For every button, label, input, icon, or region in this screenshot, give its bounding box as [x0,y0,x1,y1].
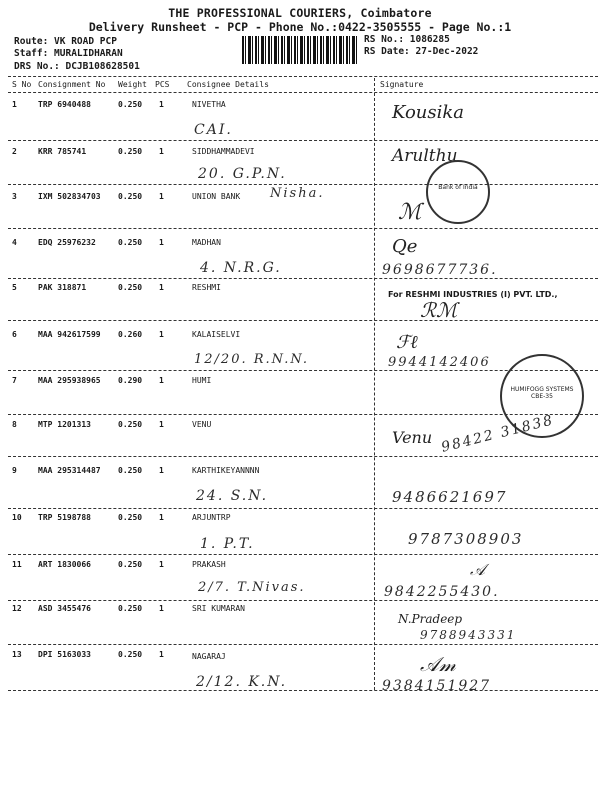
row-10-pcs: 1 [159,513,164,522]
row-5-consignee: RESHMI [192,283,221,292]
row-11-signature: 9842255430. [384,584,500,600]
row-9-pcs: 1 [159,466,164,475]
row-8-weight: 0.250 [118,420,143,429]
row-12-signature: N.Pradeep [398,612,463,626]
row-4-signature-mark: Qe [392,236,418,257]
row-11-weight: 0.250 [118,560,143,569]
signature-column-divider [374,78,375,690]
row-divider [8,140,598,141]
row-divider [8,644,598,645]
row-3-pcs: 1 [159,192,164,201]
col-header-sno: S No [12,80,32,89]
row-divider [8,184,598,185]
bank-stamp-icon [426,160,490,224]
row-6-weight: 0.260 [118,330,143,339]
row-7-sno: 7 [12,376,17,385]
row-11-pcs: 1 [159,560,164,569]
barcode [242,36,358,64]
row-6-consignee: KALAISELVI [192,330,241,339]
row-5-signature-mark: ℛℳ [420,298,458,322]
row-5-company-stamp: For RESHMI INDUSTRIES (I) PVT. LTD., [388,290,558,299]
row-10-consignee: ARJUNTRP [192,513,231,522]
row-4-consignee: MADHAN [192,238,221,247]
row-1-consignee: NIVETHA [192,100,226,109]
row-9-consignee: KARTHIKEYANNNN [192,466,260,475]
row-8-signature: Venu [392,428,433,447]
row-9-address: 24. S.N. [196,488,269,504]
row-divider [8,320,598,321]
row-3-address: Nisha. [270,186,325,201]
header-rule [8,92,598,93]
row-13-weight: 0.250 [118,650,143,659]
row-9-signature: 9486621697 [392,488,508,506]
row-1-consignment: TRP 6940488 [38,100,91,109]
row-3-consignment: IXM 502834703 [38,192,101,201]
col-header-signature: Signature [380,80,424,89]
rs-number: RS No.: 1086285 [364,34,450,45]
row-7-pcs: 1 [159,376,164,385]
row-2-consignment: KRR 785741 [38,147,87,156]
row-13-address: 2/12. K.N. [196,674,288,690]
row-3-consignee: UNION BANK [192,192,241,201]
row-2-address: 20. G.P.N. [198,166,287,182]
table-top-rule [8,76,598,77]
row-4-address: 4. N.R.G. [200,260,282,276]
row-5-pcs: 1 [159,283,164,292]
row-4-signature: 9698677736. [382,262,498,278]
row-2-weight: 0.250 [118,147,143,156]
col-header-weight: Weight [118,80,147,89]
row-1-signature: Kousika [392,102,465,123]
row-12-phone: 9788943331 [420,628,517,642]
row-12-consignee: SRI KUMARAN [192,604,245,613]
row-2-consignee: SIDDHAMMADEVI [192,147,255,156]
row-5-sno: 5 [12,283,17,292]
row-6-pcs: 1 [159,330,164,339]
row-13-sno: 13 [12,650,22,659]
row-12-sno: 12 [12,604,22,613]
col-header-pcs: PCS [155,80,170,89]
row-8-consignee: VENU [192,420,212,429]
row-11-consignment: ART 1830066 [38,560,91,569]
row-1-weight: 0.250 [118,100,143,109]
humifogg-stamp-text: HUMIFOGG SYSTEMS CBE-35 [510,386,574,400]
row-4-sno: 4 [12,238,17,247]
row-13-consignment: DPI 5163033 [38,650,91,659]
document-subtitle: Delivery Runsheet - PCP - Phone No.:0422-3505555 - Page No.:1 [88,20,512,34]
row-6-consignment: MAA 942617599 [38,330,101,339]
row-2-sno: 2 [12,147,17,156]
row-6-signature: 9944142406 [388,355,491,370]
row-8-sno: 8 [12,420,17,429]
row-10-address: 1. P.T. [200,536,255,552]
row-divider [8,228,598,229]
route-label: Route: VK ROAD PCP [14,36,117,47]
row-10-sno: 10 [12,513,22,522]
row-2-pcs: 1 [159,147,164,156]
row-6-address: 12/20. R.N.N. [194,352,310,367]
row-13-consignee: NAGARAJ [192,652,226,661]
drs-number: DRS No.: DCJB108628501 [14,61,140,72]
row-divider [8,414,598,415]
row-6-sno: 6 [12,330,17,339]
row-1-sno: 1 [12,100,17,109]
row-4-consignment: EDQ 25976232 [38,238,96,247]
row-7-consignment: MAA 295938965 [38,376,101,385]
row-3-sno: 3 [12,192,17,201]
row-9-sno: 9 [12,466,17,475]
row-5-weight: 0.250 [118,283,143,292]
row-9-consignment: MAA 295314487 [38,466,101,475]
row-divider [8,456,598,457]
row-1-pcs: 1 [159,100,164,109]
col-header-consignee: Consignee Details [187,80,269,89]
table-bottom-rule [8,690,598,691]
row-4-weight: 0.250 [118,238,143,247]
row-divider [8,278,598,279]
row-11-address: 2/7. T.Nivas. [198,580,306,595]
row-8-consignment: MTP 1201313 [38,420,91,429]
row-3-weight: 0.250 [118,192,143,201]
document-title: THE PROFESSIONAL COURIERS, Coimbatore [168,6,432,20]
row-12-consignment: ASD 3455476 [38,604,91,613]
row-1-address: CAI. [194,122,233,138]
row-10-weight: 0.250 [118,513,143,522]
row-5-consignment: PAK 318871 [38,283,87,292]
row-7-consignee: HUMI [192,376,212,385]
row-13-pcs: 1 [159,650,164,659]
row-8-pcs: 1 [159,420,164,429]
row-13-signature: 9384151927 [382,678,492,694]
row-11-consignee: PRAKASH [192,560,226,569]
row-11-signature-mark: 𝒜 [470,560,486,579]
row-divider [8,554,598,555]
row-12-weight: 0.250 [118,604,143,613]
row-3-signature-mark: ℳ [398,200,422,225]
bank-stamp-text: Bank of India [438,184,478,191]
row-7-weight: 0.290 [118,376,143,385]
row-10-signature: 9787308903 [408,530,524,548]
staff-label: Staff: MURALIDHARAN [14,48,123,59]
row-divider [8,508,598,509]
row-4-pcs: 1 [159,238,164,247]
row-8-phone: 98422 31838 [439,412,556,456]
row-divider [8,600,598,601]
row-13-signature-mark: 𝒜𝓂 [420,652,456,676]
row-10-consignment: TRP 5198788 [38,513,91,522]
col-header-consignment: Consignment No [38,80,106,89]
row-12-pcs: 1 [159,604,164,613]
row-11-sno: 11 [12,560,22,569]
row-9-weight: 0.250 [118,466,143,475]
rs-date: RS Date: 27-Dec-2022 [364,46,479,57]
row-2-signature: Arulthu [392,146,458,166]
row-6-signature-mark: ℱℓ [396,332,418,353]
